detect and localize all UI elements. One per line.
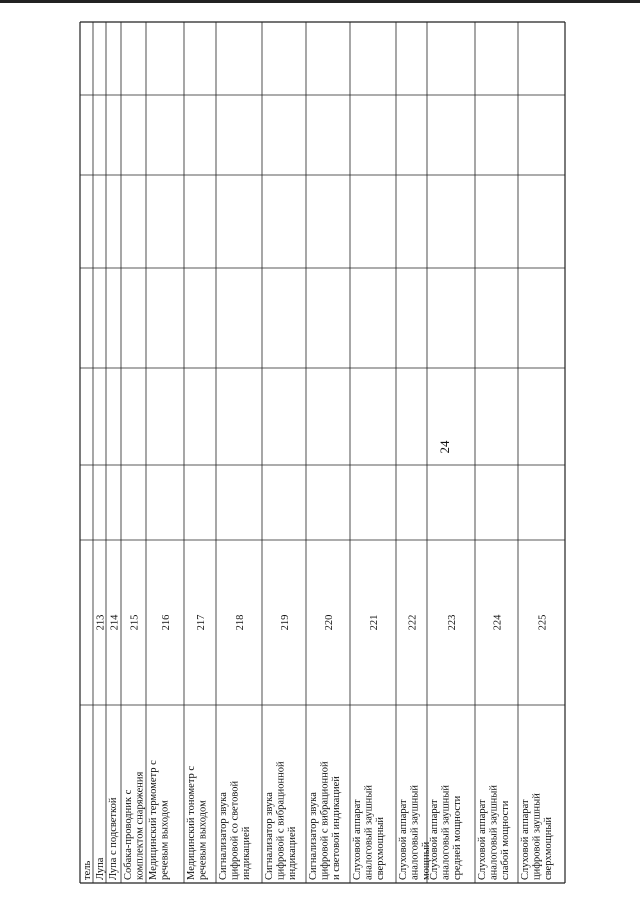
- row-name: цифровой со световой: [229, 780, 241, 880]
- row-number: 219: [280, 614, 291, 631]
- row-number: 218: [235, 614, 246, 631]
- row-name: Слуховой аппарат: [398, 799, 409, 880]
- row-name: Слуховой аппарат: [520, 799, 531, 880]
- row-name: Сигнализатор звука: [264, 792, 275, 880]
- table-row: [520, 615, 554, 880]
- row-number: 214: [109, 614, 121, 631]
- row-name: цифровой заушный: [531, 793, 543, 880]
- table-row: [308, 615, 342, 880]
- row-name: комплектом снаряжения: [134, 771, 146, 880]
- row-number: 221: [369, 614, 380, 631]
- row-number: 213: [95, 614, 107, 631]
- row-name: сверхмощный: [375, 817, 386, 880]
- row-number: 215: [129, 614, 141, 631]
- row-name: Собака-проводник с: [123, 789, 134, 880]
- row-name: Лупа с подсветкой: [108, 797, 119, 880]
- row-number: 217: [196, 614, 207, 631]
- row-name: речевым выходом: [159, 800, 171, 880]
- row-name: аналоговый заушный: [363, 785, 375, 880]
- table-row: [123, 615, 146, 880]
- table-row: [429, 615, 463, 880]
- row-name: слабой мощности: [500, 800, 511, 880]
- table-row: [108, 614, 121, 880]
- table-row: [148, 615, 172, 880]
- row-name: Сигнализатор звука: [308, 792, 319, 880]
- row-name: мощный: [421, 841, 432, 880]
- table-row: [477, 614, 511, 880]
- table-row: [95, 615, 107, 880]
- row-name: и световой индикацией: [331, 776, 342, 880]
- row-number: 222: [407, 614, 419, 631]
- row-name: тель: [82, 860, 93, 880]
- row-name: Лупа: [95, 857, 106, 880]
- row-name: сверхмощный: [543, 817, 554, 880]
- row-name: аналоговый заушный: [488, 785, 500, 880]
- row-name: аналоговый заушный: [409, 785, 421, 880]
- table-row: [352, 615, 386, 880]
- row-name: Медицинский термометр с: [148, 760, 159, 880]
- row-number: 216: [161, 614, 172, 631]
- row-number: 224: [492, 614, 504, 631]
- row-name: Сигнализатор звука: [218, 792, 229, 880]
- row-name: Слуховой аппарат: [352, 799, 363, 880]
- row-name: индикацией: [287, 826, 298, 880]
- row-name: Слуховой аппарат: [477, 799, 488, 880]
- row-name: цифровой с вибрационной: [319, 761, 331, 880]
- table-row: [218, 615, 252, 880]
- page-number: 24: [437, 440, 452, 454]
- table-row: [186, 615, 209, 880]
- row-name: речевым выходом: [197, 800, 209, 880]
- row-name: индикацией: [241, 826, 252, 880]
- row-name: Слуховой аппарат: [429, 799, 440, 880]
- row-name: цифровой с вибрационной: [275, 761, 287, 880]
- row-number: 225: [537, 614, 549, 631]
- row-name: аналоговый заушный: [440, 785, 452, 880]
- row-name: Медицинский тонометр с: [186, 765, 197, 880]
- row-name: средней мощности: [452, 795, 463, 880]
- row-number: 223: [447, 614, 458, 631]
- row-number: 220: [324, 614, 335, 631]
- table-row: [264, 615, 298, 880]
- table-row: [82, 861, 93, 880]
